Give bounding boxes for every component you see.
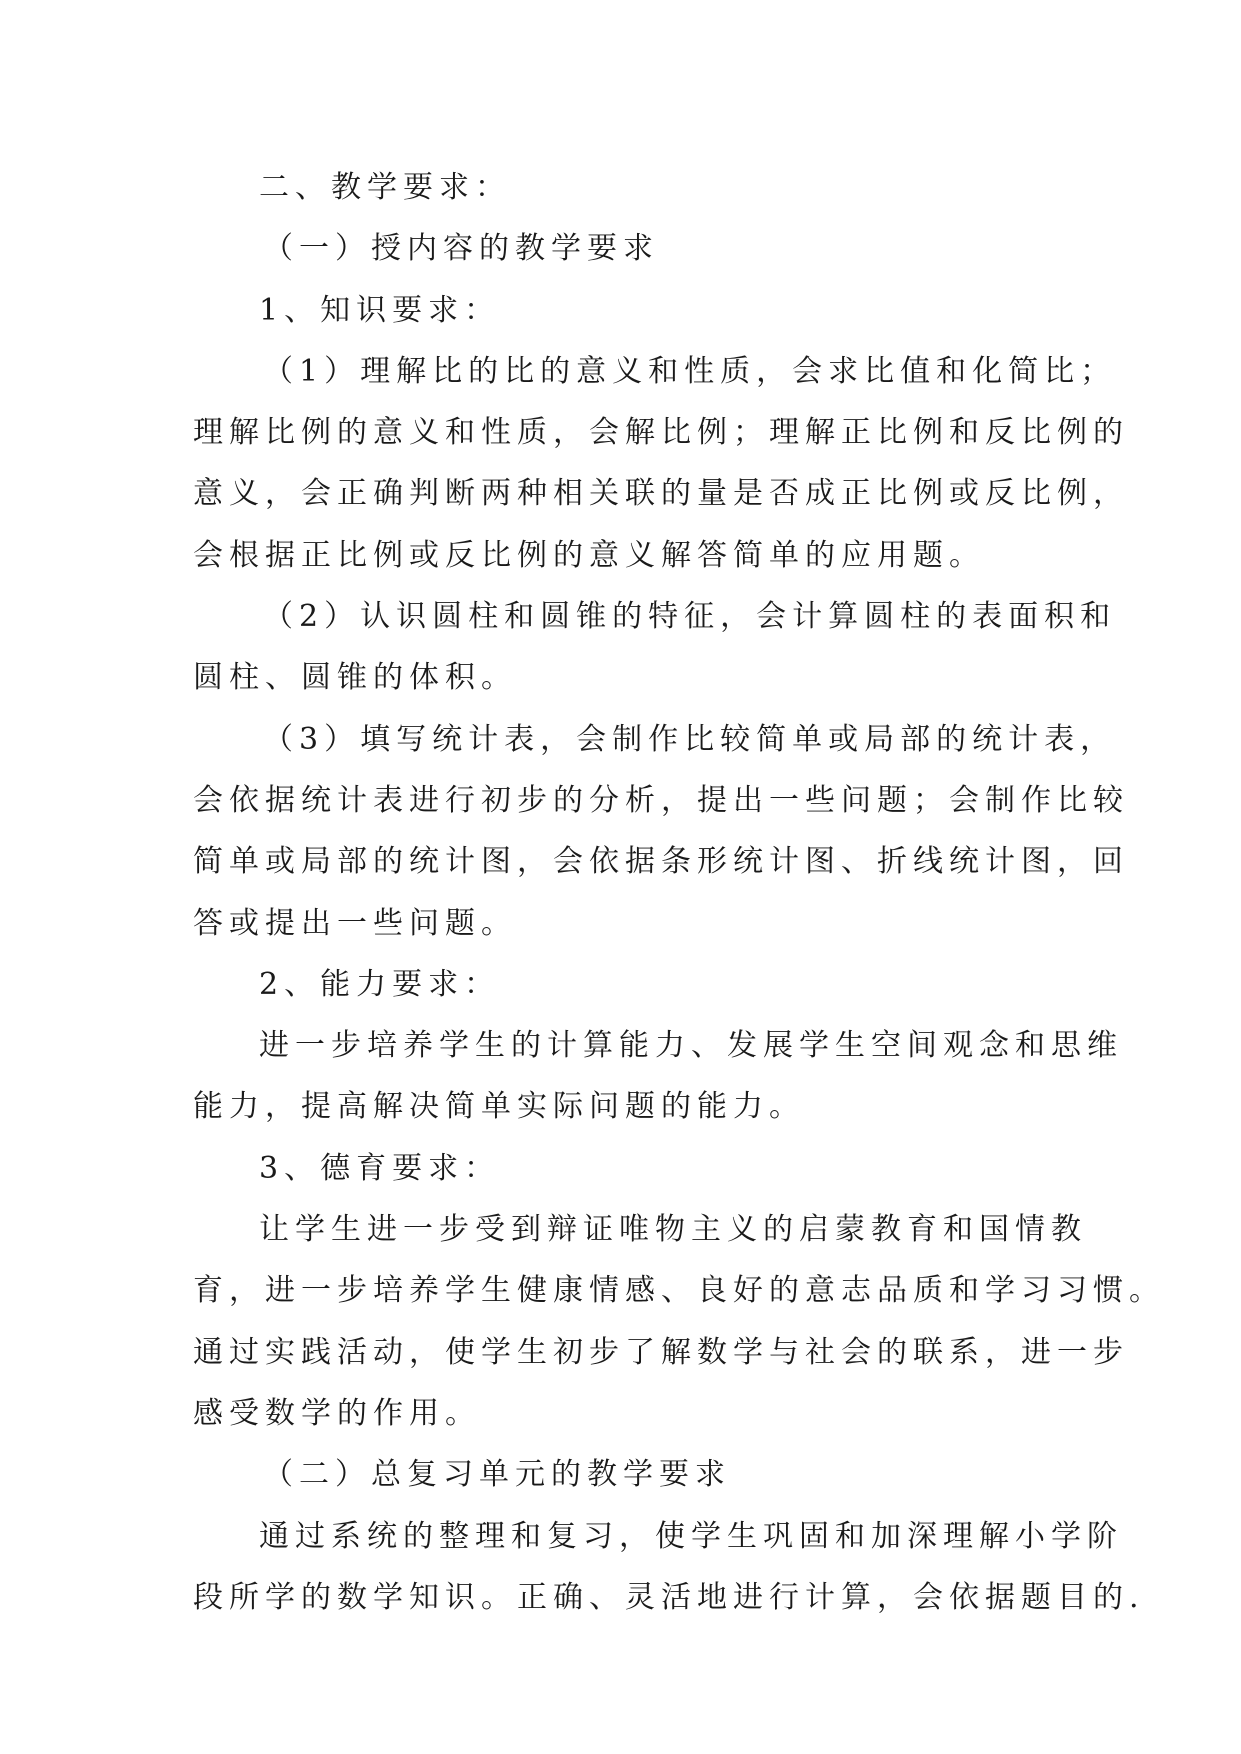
section-2-title: （二）总复习单元的教学要求 bbox=[263, 1457, 731, 1493]
paragraph-line: 让学生进一步受到辩证唯物主义的启蒙教育和国情教 bbox=[259, 1212, 1087, 1248]
paragraph-line: 答或提出一些问题。 bbox=[193, 905, 517, 941]
knowledge-requirements-title: 1、知识要求： bbox=[259, 292, 501, 328]
paragraph-line: 会根据正比例或反比例的意义解答简单的应用题。 bbox=[193, 537, 985, 573]
paragraph-line: （2）认识圆柱和圆锥的特征，会计算圆柱的表面积和 bbox=[263, 599, 1117, 635]
paragraph-line: 理解比例的意义和性质，会解比例；理解正比例和反比例的 bbox=[193, 415, 1129, 451]
section-1-title: （一）授内容的教学要求 bbox=[263, 231, 659, 267]
paragraph-line: 段所学的数学知识。正确、灵活地进行计算，会依据题目的. bbox=[193, 1579, 1145, 1615]
ability-requirements-title: 2、能力要求： bbox=[259, 966, 501, 1002]
paragraph-line: 通过系统的整理和复习，使学生巩固和加深理解小学阶 bbox=[259, 1518, 1123, 1554]
moral-requirements-title: 3、德育要求： bbox=[259, 1150, 501, 1186]
paragraph-line: 进一步培养学生的计算能力、发展学生空间观念和思维 bbox=[259, 1028, 1123, 1064]
paragraph-line: 圆柱、圆锥的体积。 bbox=[193, 660, 517, 696]
paragraph-line: （1）理解比的比的意义和性质，会求比值和化简比； bbox=[263, 353, 1117, 389]
paragraph-line: （3）填写统计表，会制作比较简单或局部的统计表， bbox=[263, 721, 1117, 757]
paragraph-line: 能力，提高解决简单实际问题的能力。 bbox=[193, 1089, 805, 1125]
paragraph-line: 通过实践活动，使学生初步了解数学与社会的联系，进一步 bbox=[193, 1334, 1129, 1370]
heading-teaching-requirements: 二、教学要求： bbox=[259, 170, 511, 205]
paragraph-line: 感受数学的作用。 bbox=[193, 1395, 481, 1431]
document-body bbox=[193, 157, 1165, 1628]
paragraph-line: 育，进一步培养学生健康情感、良好的意志品质和学习习惯。 bbox=[193, 1273, 1165, 1309]
paragraph-line: 简单或局部的统计图，会依据条形统计图、折线统计图，回 bbox=[193, 844, 1129, 880]
paragraph-line: 意义，会正确判断两种相关联的量是否成正比例或反比例， bbox=[193, 476, 1129, 512]
paragraph-line: 会依据统计表进行初步的分析，提出一些问题；会制作比较 bbox=[193, 782, 1129, 818]
